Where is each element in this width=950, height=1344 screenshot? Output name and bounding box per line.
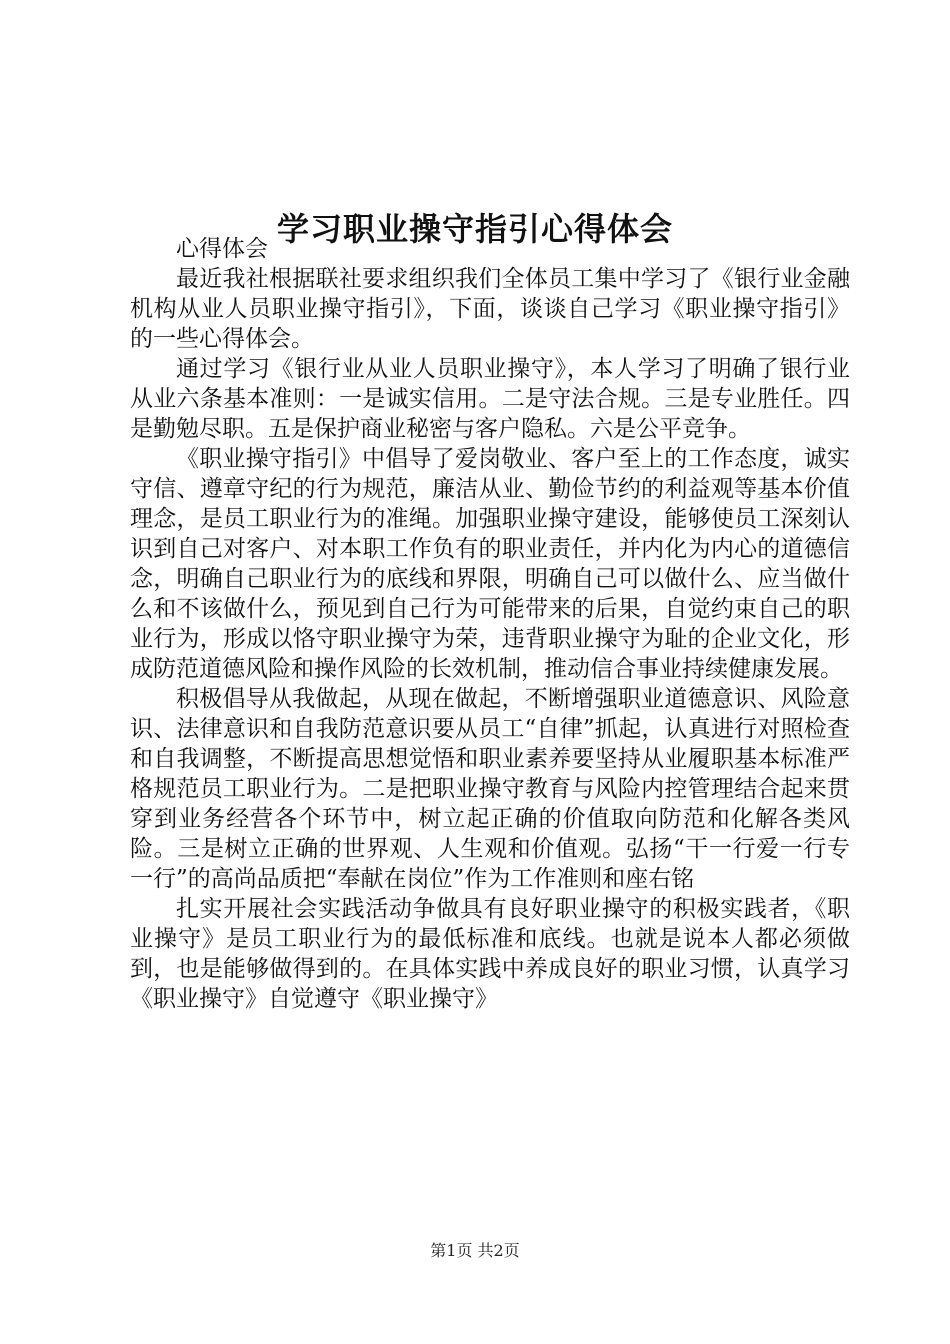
- document-body: [130, 234, 850, 1014]
- document-title: 学习职业操守指引心得体会: [276, 210, 673, 249]
- paragraph: 《职业操守指引》中倡导了爱岗敬业、客户至上的工作态度，诚实守信、遵章守纪的行为规范，廉洁从业、勤俭节约的利益观等基本价值理念，是员工职业行为的准绳。加强职业操守建设，能够使员工深刻认识到自己对客户、对本职工作负有的职业责任，并内化为内心的道德信念，明确自己职业行为的底线和界限，明确自己可以做什么、应当做什么和不该做什么，预见到自己行为可能带来的后果，自觉约束自己的职业行为，形成以恪守职业操守为荣，违背职业操守为耻的企业文化，形成防范道德风险和操作风险的长效机制，推动信合事业持续健康发展。: [130, 446, 850, 682]
- paragraph: 积极倡导从我做起，从现在做起，不断增强职业道德意识、风险意识、法律意识和自我防范意识要从员工“自律”抓起，认真进行对照检查和自我调整，不断提高思想觉悟和职业素养要坚持从业履职基本标准严格规范员工职业行为。二是把职业操守教育与风险内控管理结合起来贯穿到业务经营各个环节中，树立起正确的价值取向防范和化解各类风险。三是树立正确的世界观、人生观和价值观。弘扬“干一行爱一行专一行”的高尚品质把“奉献在岗位”作为工作准则和座右铭: [130, 686, 850, 892]
- paragraph: 通过学习《银行业从业人员职业操守》，本人学习了明确了银行业从业六条基本准则：一是诚实信用。二是守法合规。三是专业胜任。四是勤勉尽职。五是保护商业秘密与客户隐私。六是公平竞争。: [130, 356, 850, 442]
- paragraph: 扎实开展社会实践活动争做具有良好职业操守的积极实践者，《职业操守》是员工职业行为的最低标准和底线。也就是说本人都必须做到，也是能够做得到的。在具体实践中养成良好的职业习惯，认真学习《职业操守》自觉遵守《职业操守》: [130, 896, 850, 1012]
- paragraph-heading: 心得体会: [176, 236, 268, 262]
- page-number-footer: 第1页 共2页: [430, 1241, 520, 1260]
- paragraph: 最近我社根据联社要求组织我们全体员工集中学习了《银行业金融机构从业人员职业操守指引》，下面，谈谈自己学习《职业操守指引》的一些心得体会。: [130, 266, 850, 352]
